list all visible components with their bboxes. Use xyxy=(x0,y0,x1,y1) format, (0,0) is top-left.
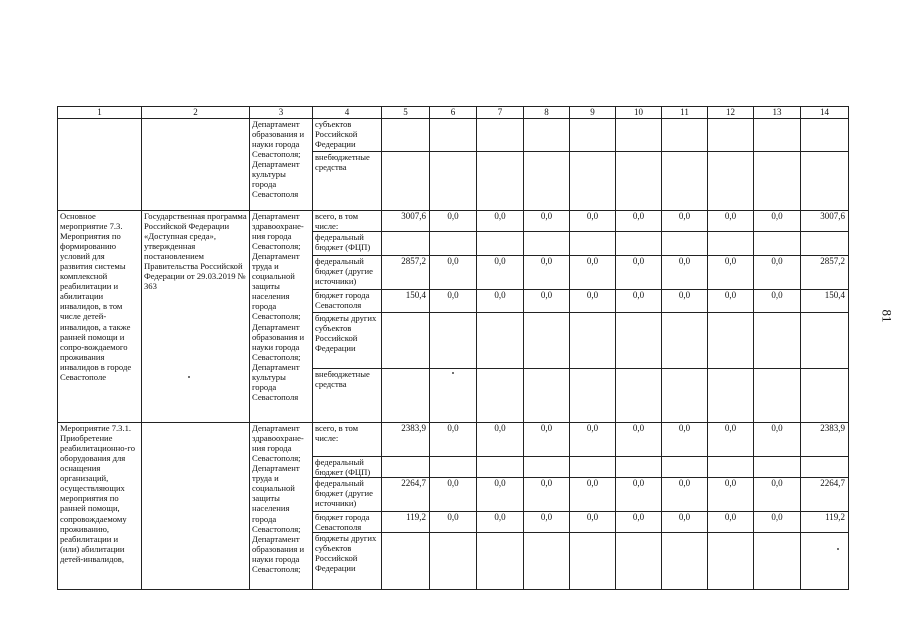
value-cell xyxy=(430,312,477,368)
value-cell: 2264,7 xyxy=(382,477,430,511)
value-cell: 0,0 xyxy=(754,255,801,289)
value-cell xyxy=(524,151,570,210)
header-cell: 6 xyxy=(430,107,477,119)
value-cell xyxy=(477,312,524,368)
value-cell: 0,0 xyxy=(616,210,662,231)
value-cell: 0,0 xyxy=(477,477,524,511)
value-cell xyxy=(754,231,801,255)
value-cell xyxy=(430,368,477,422)
value-cell: 0,0 xyxy=(754,289,801,312)
funding-source-cell: федеральный бюджет (другие источники) xyxy=(313,255,382,289)
value-cell: 0,0 xyxy=(570,511,616,532)
value-cell xyxy=(801,368,849,422)
value-cell: 0,0 xyxy=(430,511,477,532)
value-cell xyxy=(382,533,430,590)
funding-source-cell: всего, в том числе: xyxy=(313,422,382,456)
funding-source-cell: внебюджетные средства xyxy=(313,151,382,210)
funding-source-cell: федеральный бюджет (ФЦП) xyxy=(313,231,382,255)
executor-cell: Департамент здравоохране-ния города Севастополя; Департамент труда и социальной защиты населения города Севастополя; Департамент образования и науки города Севастополя; xyxy=(250,422,313,589)
value-cell: 0,0 xyxy=(524,255,570,289)
value-cell: 0,0 xyxy=(616,477,662,511)
value-cell xyxy=(708,312,754,368)
value-cell xyxy=(708,533,754,590)
value-cell xyxy=(430,151,477,210)
value-cell xyxy=(430,231,477,255)
header-cell: 5 xyxy=(382,107,430,119)
scan-speck xyxy=(188,376,190,378)
budget-table xyxy=(57,106,849,590)
value-cell: 0,0 xyxy=(708,289,754,312)
header-cell: 7 xyxy=(477,107,524,119)
value-cell xyxy=(524,231,570,255)
value-cell: 0,0 xyxy=(662,422,708,456)
value-cell: 0,0 xyxy=(662,511,708,532)
value-cell xyxy=(477,368,524,422)
value-cell xyxy=(801,533,849,590)
value-cell xyxy=(616,312,662,368)
value-cell: 2857,2 xyxy=(382,255,430,289)
scan-speck xyxy=(452,372,454,374)
value-cell xyxy=(801,151,849,210)
value-cell: 0,0 xyxy=(662,289,708,312)
value-cell: 0,0 xyxy=(708,255,754,289)
value-cell xyxy=(662,231,708,255)
value-cell: 119,2 xyxy=(382,511,430,532)
value-cell xyxy=(430,118,477,151)
value-cell xyxy=(754,533,801,590)
value-cell: 3007,6 xyxy=(801,210,849,231)
value-cell: 0,0 xyxy=(477,511,524,532)
value-cell xyxy=(430,533,477,590)
value-cell: 0,0 xyxy=(524,210,570,231)
value-cell: 0,0 xyxy=(430,422,477,456)
value-cell xyxy=(662,312,708,368)
funding-source-cell: бюджет города Севастополя xyxy=(313,511,382,532)
value-cell xyxy=(382,151,430,210)
value-cell xyxy=(801,118,849,151)
value-cell xyxy=(754,312,801,368)
value-cell xyxy=(570,456,616,477)
value-cell: 0,0 xyxy=(616,289,662,312)
value-cell: 0,0 xyxy=(616,511,662,532)
funding-source-cell: субъектов Российской Федерации xyxy=(313,118,382,151)
value-cell xyxy=(382,312,430,368)
funding-source-cell: всего, в том числе: xyxy=(313,210,382,231)
value-cell: 0,0 xyxy=(570,255,616,289)
value-cell: 0,0 xyxy=(754,511,801,532)
measure-name-cell xyxy=(58,118,142,210)
funding-source-cell: федеральный бюджет (другие источники) xyxy=(313,477,382,511)
value-cell: 0,0 xyxy=(477,422,524,456)
header-cell: 11 xyxy=(662,107,708,119)
value-cell xyxy=(524,533,570,590)
value-cell xyxy=(708,231,754,255)
value-cell: 0,0 xyxy=(570,289,616,312)
value-cell: 0,0 xyxy=(662,477,708,511)
value-cell xyxy=(477,118,524,151)
value-cell: 2264,7 xyxy=(801,477,849,511)
value-cell: 0,0 xyxy=(524,422,570,456)
value-cell xyxy=(754,456,801,477)
value-cell: 0,0 xyxy=(754,210,801,231)
value-cell xyxy=(662,533,708,590)
value-cell xyxy=(570,231,616,255)
value-cell xyxy=(616,533,662,590)
value-cell xyxy=(382,368,430,422)
value-cell: 2383,9 xyxy=(801,422,849,456)
value-cell xyxy=(477,231,524,255)
value-cell xyxy=(754,118,801,151)
value-cell xyxy=(382,118,430,151)
value-cell: 0,0 xyxy=(708,477,754,511)
value-cell xyxy=(662,368,708,422)
value-cell xyxy=(708,151,754,210)
value-cell xyxy=(570,533,616,590)
measure-name-cell: Основное мероприятие 7.3. Мероприятия по формированию условий для развития системы комплексной реабилитации и абилитации инвалидов, в том числе детей-инвалидов, а также ранней помощи и сопро-вождаемого проживания инвалидов в городе Севастополе xyxy=(58,210,142,422)
value-cell xyxy=(524,456,570,477)
value-cell: 0,0 xyxy=(430,210,477,231)
value-cell xyxy=(662,118,708,151)
header-cell: 2 xyxy=(142,107,250,119)
value-cell xyxy=(708,118,754,151)
value-cell xyxy=(477,456,524,477)
scan-speck xyxy=(837,548,839,550)
value-cell xyxy=(616,368,662,422)
value-cell: 0,0 xyxy=(616,422,662,456)
value-cell: 0,0 xyxy=(477,255,524,289)
value-cell xyxy=(801,312,849,368)
program-cell xyxy=(142,422,250,589)
table-row xyxy=(58,422,849,456)
value-cell xyxy=(382,231,430,255)
measure-name-cell: Мероприятие 7.3.1. Приобретение реабилитационно-го оборудования для оснащения организаций, осуществляющих мероприятия по ранней помощи, сопровождаемому проживанию, реабилитации и (или) абилитации детей-инвалидов, xyxy=(58,422,142,589)
value-cell: 0,0 xyxy=(754,477,801,511)
header-cell: 3 xyxy=(250,107,313,119)
value-cell: 150,4 xyxy=(382,289,430,312)
table-row xyxy=(58,118,849,151)
value-cell: 0,0 xyxy=(708,511,754,532)
value-cell xyxy=(570,312,616,368)
value-cell xyxy=(662,151,708,210)
value-cell xyxy=(616,151,662,210)
value-cell: 0,0 xyxy=(570,477,616,511)
value-cell: 0,0 xyxy=(430,255,477,289)
header-row xyxy=(58,107,849,119)
value-cell: 0,0 xyxy=(616,255,662,289)
value-cell: 0,0 xyxy=(662,210,708,231)
value-cell: 0,0 xyxy=(430,477,477,511)
value-cell xyxy=(524,312,570,368)
value-cell: 2383,9 xyxy=(382,422,430,456)
funding-source-cell: бюджеты других субъектов Российской Федерации xyxy=(313,312,382,368)
table-row xyxy=(58,210,849,231)
value-cell xyxy=(754,151,801,210)
value-cell xyxy=(616,231,662,255)
value-cell: 3007,6 xyxy=(382,210,430,231)
value-cell: 0,0 xyxy=(708,422,754,456)
value-cell xyxy=(524,118,570,151)
value-cell xyxy=(616,456,662,477)
header-cell: 9 xyxy=(570,107,616,119)
program-cell: Государственная программа Российской Федерации «Доступная среда», утвержденная постановлением Правительства Российской Федерации от 29.03.2019 № 363 xyxy=(142,210,250,422)
value-cell: 0,0 xyxy=(524,289,570,312)
header-cell: 13 xyxy=(754,107,801,119)
funding-source-cell: внебюджетные средства xyxy=(313,368,382,422)
funding-source-cell: федеральный бюджет (ФЦП) xyxy=(313,456,382,477)
value-cell: 0,0 xyxy=(754,422,801,456)
value-cell xyxy=(801,456,849,477)
value-cell: 0,0 xyxy=(708,210,754,231)
value-cell: 119,2 xyxy=(801,511,849,532)
header-cell: 14 xyxy=(801,107,849,119)
value-cell: 0,0 xyxy=(477,289,524,312)
value-cell: 0,0 xyxy=(524,477,570,511)
value-cell: 0,0 xyxy=(477,210,524,231)
value-cell: 0,0 xyxy=(570,422,616,456)
header-cell: 12 xyxy=(708,107,754,119)
value-cell xyxy=(708,368,754,422)
value-cell xyxy=(662,456,708,477)
value-cell xyxy=(801,231,849,255)
header-cell: 10 xyxy=(616,107,662,119)
value-cell: 0,0 xyxy=(662,255,708,289)
value-cell xyxy=(430,456,477,477)
page-number: 81 xyxy=(879,309,895,323)
header-cell: 1 xyxy=(58,107,142,119)
value-cell: 0,0 xyxy=(524,511,570,532)
value-cell xyxy=(524,368,570,422)
value-cell xyxy=(616,118,662,151)
funding-source-cell: бюджеты других субъектов Российской Федерации xyxy=(313,533,382,590)
executor-cell: Департамент здравоохране-ния города Севастополя; Департамент труда и социальной защиты населения города Севастополя; Департамент образования и науки города Севастополя; Департамент культуры города Севастополя xyxy=(250,210,313,422)
header-cell: 8 xyxy=(524,107,570,119)
value-cell: 2857,2 xyxy=(801,255,849,289)
funding-source-cell: бюджет города Севастополя xyxy=(313,289,382,312)
value-cell xyxy=(570,118,616,151)
program-cell xyxy=(142,118,250,210)
value-cell xyxy=(477,151,524,210)
value-cell: 0,0 xyxy=(570,210,616,231)
value-cell: 0,0 xyxy=(430,289,477,312)
value-cell xyxy=(477,533,524,590)
value-cell xyxy=(570,368,616,422)
value-cell xyxy=(382,456,430,477)
value-cell xyxy=(570,151,616,210)
value-cell xyxy=(708,456,754,477)
value-cell: 150,4 xyxy=(801,289,849,312)
header-cell: 4 xyxy=(313,107,382,119)
executor-cell: Департамент образования и науки города Севастополя; Департамент культуры города Севастополя xyxy=(250,118,313,210)
value-cell xyxy=(754,368,801,422)
